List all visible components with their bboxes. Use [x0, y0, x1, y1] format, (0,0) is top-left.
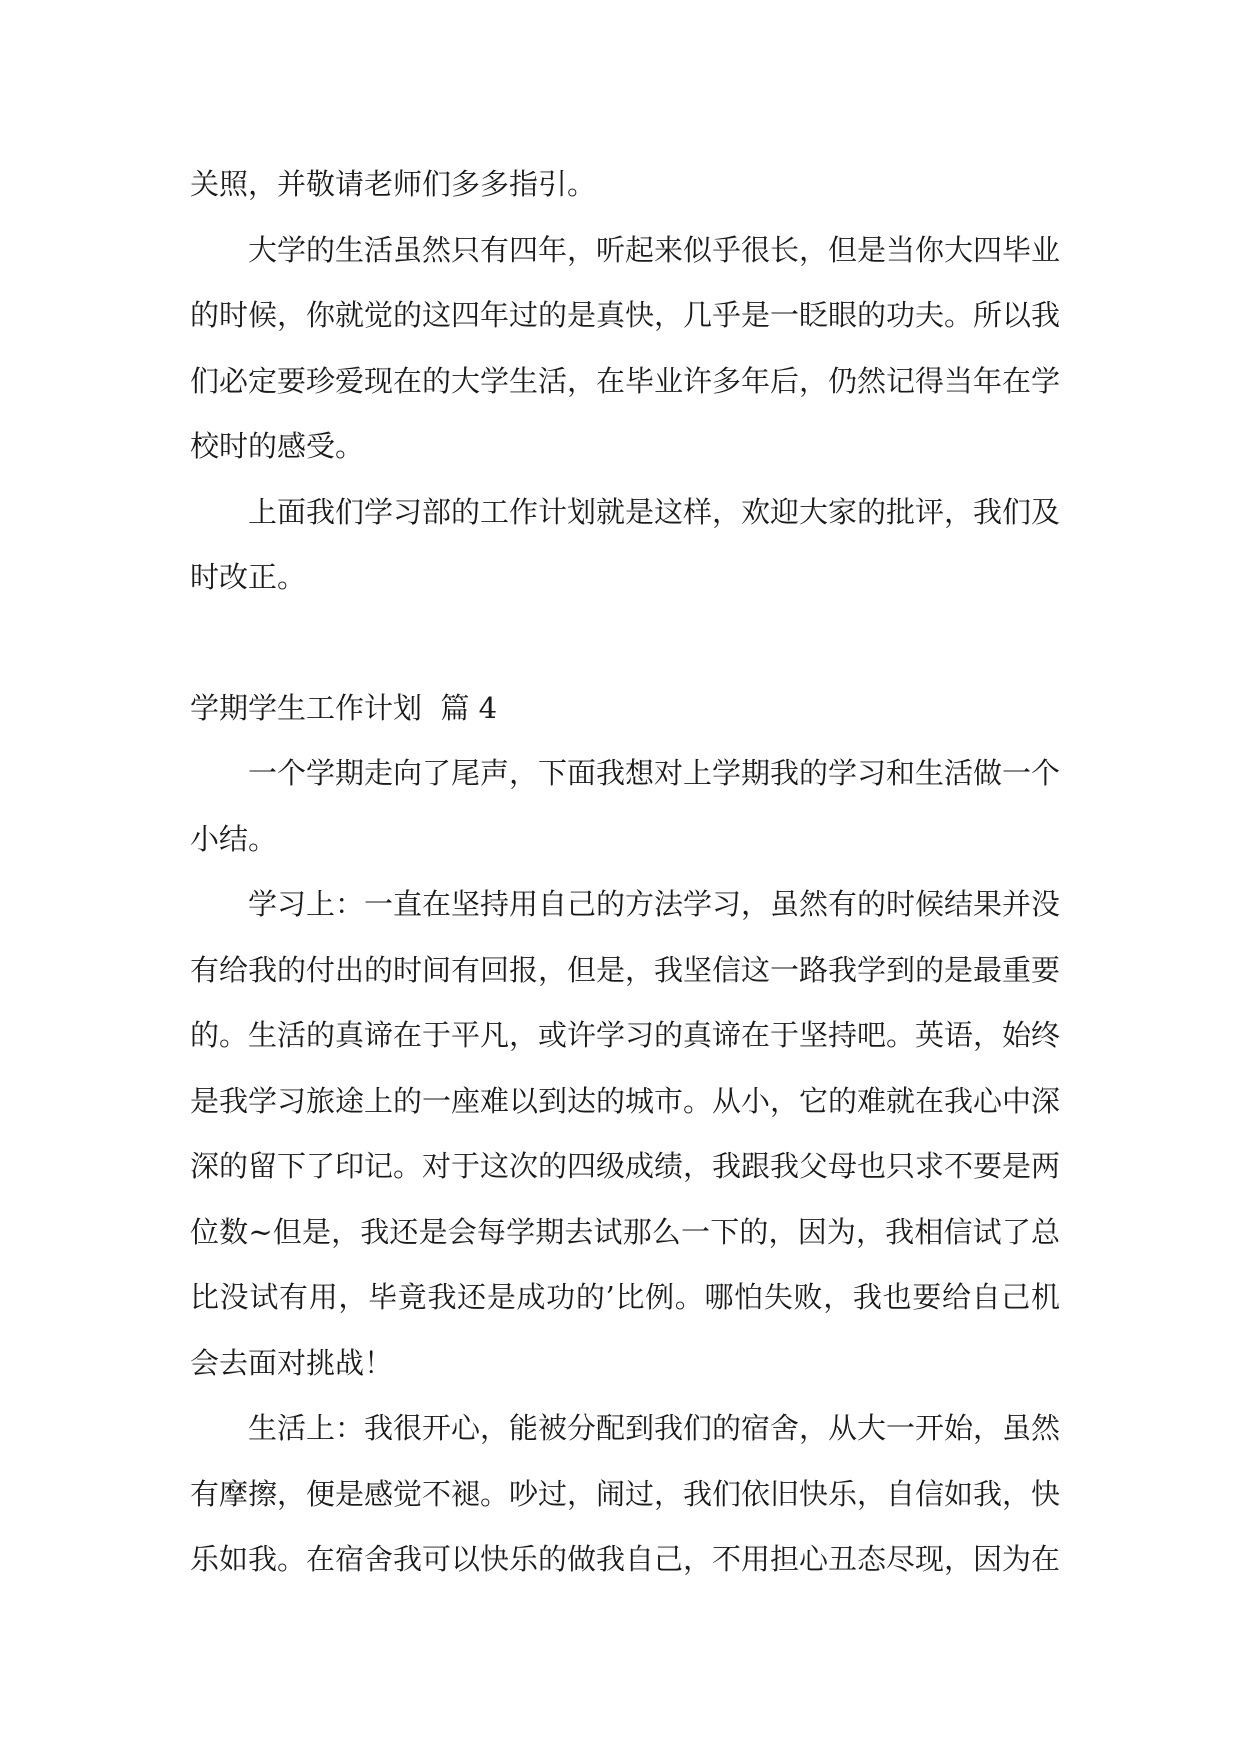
- paragraph-university-life: 大学的生活虽然只有四年，听起来似乎很长，但是当你大四毕业的时候，你就觉的这四年过的是真快，几乎是一眨眼的功夫。所以我们必定要珍爱现在的大学生活，在毕业许多年后，仍然记得当年在学校时的感受。: [190, 232, 1061, 463]
- paragraph-work-plan-closing: 上面我们学习部的工作计划就是这样，欢迎大家的批评，我们及时改正。: [190, 494, 1061, 594]
- continued-paragraph: 关照，并敬请老师们多多指引。: [190, 167, 597, 201]
- paragraph-life: 生活上：我很开心，能被分配到我们的宿舍，从大一开始，虽然有摩擦，便是感觉不褪。吵过，闹过，我们依旧快乐，自信如我，快乐如我。在宿舍我可以快乐的做我自己，不用担心丑态尽现，因为在: [190, 1411, 1061, 1576]
- section-spacer: [190, 611, 1060, 676]
- paragraph-study: 学习上：一直在坚持用自己的方法学习，虽然有的时候结果并没有给我的付出的时间有回报，但是，我坚信这一路我学到的是最重要的。生活的真谛在于平凡，或许学习的真谛在于坚持吧。英语，始终是我学习旅途上的一座难以到达的城市。从小，它的难就在我心中深深的留下了印记。对于这次的四级成绩，我跟我父母也只求不要是两位数~但是，我还是会每学期去试那么一下的，因为，我相信试了总比没试有用，毕竟我还是成功的’比例。哪怕失败，我也要给自己机会去面对挑战！: [190, 887, 1061, 1380]
- paragraph-semester-intro: 一个学期走向了尾声，下面我想对上学期我的学习和生活做一个小结。: [190, 756, 1061, 856]
- document-body: [190, 152, 1060, 1593]
- section-heading: 学期学生工作计划 篇 4: [190, 690, 498, 725]
